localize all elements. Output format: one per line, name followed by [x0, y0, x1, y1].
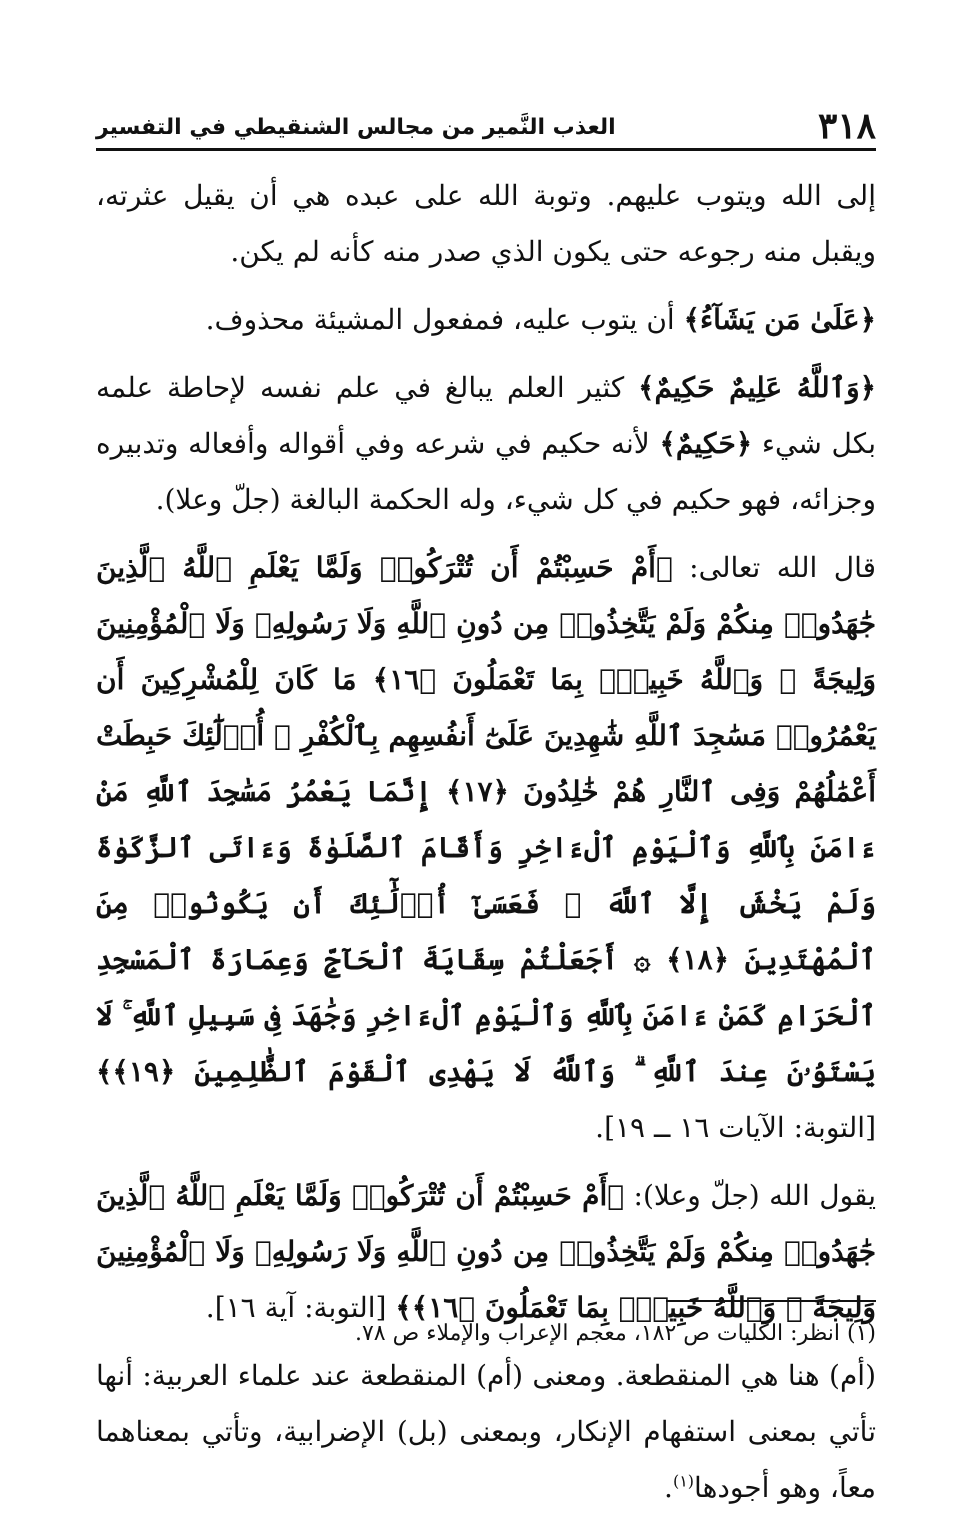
paragraph-text: أن يتوب عليه، فمفعول المشيئة محذوف. [205, 303, 684, 336]
paragraph-text: كثير العلم يبالغ في علم نفسه لإحاطة علمه بكل شيء [96, 371, 876, 460]
paragraph-text: لأنه حكيم في شرعه وفي أقواله وأفعاله وتدبيره وجزائه، فهو حكيم في كل شيء، وله الحكمة البالغة (جلّ وعلا). [96, 427, 876, 516]
paragraph-4 [96, 540, 876, 1156]
paragraph-1: إلى الله ويتوب عليهم. وتوبة الله على عبده هي أن يقيل عثرته، ويقبل منه رجوعه حتى يكون الذي صدر منه كأنه لم يكن. [96, 179, 876, 268]
verse-reference: [التوبة: الآيات ١٦ ــ ١٩]. [595, 1111, 876, 1144]
quran-quote: ﴿وَٱللَّهُ عَلِيمٌ حَكِيمٌ﴾ [638, 371, 877, 404]
paragraph-text: قال الله تعالى: [672, 551, 877, 584]
quran-quote: ﴿عَلَىٰ مَن يَشَآءُ﴾ [683, 303, 876, 336]
paragraph-end: . [664, 1471, 673, 1504]
quran-quote: ﴿حَكِيمٌ﴾ [659, 427, 753, 460]
footnote-divider [666, 1300, 876, 1302]
paragraph-5 [96, 1168, 876, 1336]
quran-verse: ﴿أَمْ حَسِبْتُمْ أَن تُتْرَكُوا۟ وَلَمَّا يَعْلَمِ ٱللَّهُ ٱلَّذِينَ جَٰهَدُوا۟ مِنكُمْ وَلَمْ يَتَّخِذُوا۟ مِن دُونِ ٱللَّهِ وَلَا رَسُولِهِۦ وَلَا ٱلْمُؤْمِنِينَ وَلِيجَةً ۚ وَٱللَّهُ خَبِيرٌۢ بِمَا تَعْمَلُونَ ﴿١٦﴾﴾ [96, 1179, 876, 1324]
verse-reference: [التوبة: آية ١٦]. [205, 1291, 396, 1324]
page-header [96, 98, 876, 151]
footnote: (١) انظر: الكليات ص ١٨٢، معجم الإعراب والإملاء ص ٧٨. [354, 1321, 876, 1346]
paragraph-3 [96, 360, 876, 528]
quran-verses: ﴿أَمْ حَسِبْتُمْ أَن تُتْرَكُوا۟ وَلَمَّا يَعْلَمِ ٱللَّهُ ٱلَّذِينَ جَٰهَدُوا۟ مِنكُمْ وَلَمْ يَتَّخِذُوا۟ مِن دُونِ ٱللَّهِ وَلَا رَسُولِهِۦ وَلَا ٱلْمُؤْمِنِينَ وَلِيجَةً ۚ وَٱللَّهُ خَبِيرٌۢ بِمَا تَعْمَلُونَ ﴿١٦﴾ مَا كَانَ لِلْمُشْرِكِينَ أَن يَعْمُرُوا۟ مَسَٰجِدَ ٱللَّهِ شَٰهِدِينَ عَلَىٰٓ أَنفُسِهِم بِٱلْكُفْرِ ۚ أُو۟لَٰٓئِكَ حَبِطَتْ أَعْمَٰلُهُمْ وَفِى ٱلنَّارِ هُمْ خَٰلِدُونَ ﴿١٧﴾ إِنَّمَا يَعْمُرُ مَسَٰجِدَ ٱللَّهِ مَنْ ءَامَنَ بِٱللَّهِ وَٱلْيَوْمِ ٱلْءَاخِرِ وَأَقَامَ ٱلصَّلَوٰةَ وَءَاتَى ٱلزَّكَوٰةَ وَلَمْ يَخْشَ إِلَّا ٱللَّهَ ۖ فَعَسَىٰٓ أُو۟لَٰٓئِكَ أَن يَكُونُوا۟ مِنَ ٱلْمُهْتَدِينَ ﴿١٨﴾ ۞ أَجَعَلْتُمْ سِقَايَةَ ٱلْحَآجِّ وَعِمَارَةَ ٱلْمَسْجِدِ ٱلْحَرَامِ كَمَنْ ءَامَنَ بِٱللَّهِ وَٱلْيَوْمِ ٱلْءَاخِرِ وَجَٰهَدَ فِى سَبِيلِ ٱللَّهِ ۚ لَا يَسْتَوُۥنَ عِندَ ٱللَّهِ ۗ وَٱللَّهُ لَا يَهْدِى ٱلْقَوْمَ ٱلظَّٰلِمِينَ ﴿١٩﴾﴾ [96, 551, 877, 1088]
paragraph-6 [96, 1348, 876, 1516]
paragraph-2 [96, 292, 876, 348]
paragraph-text: يقول الله (جلّ وعلا): [624, 1179, 876, 1212]
footnote-marker: (١) [672, 1471, 695, 1491]
running-title: العذب النَّمير من مجالس الشنقيطي في التفسير [96, 115, 616, 140]
page-number: ٣١٨ [817, 105, 876, 147]
paragraph-text: (أم) هنا هي المنقطعة. ومعنى (أم) المنقطعة عند علماء العربية: أنها تأتي بمعنى استفهام الإنكار، وبمعنى (بل) الإضرابية، وتأتي بمعناهما معاً، وهو أجودها [96, 1359, 876, 1504]
